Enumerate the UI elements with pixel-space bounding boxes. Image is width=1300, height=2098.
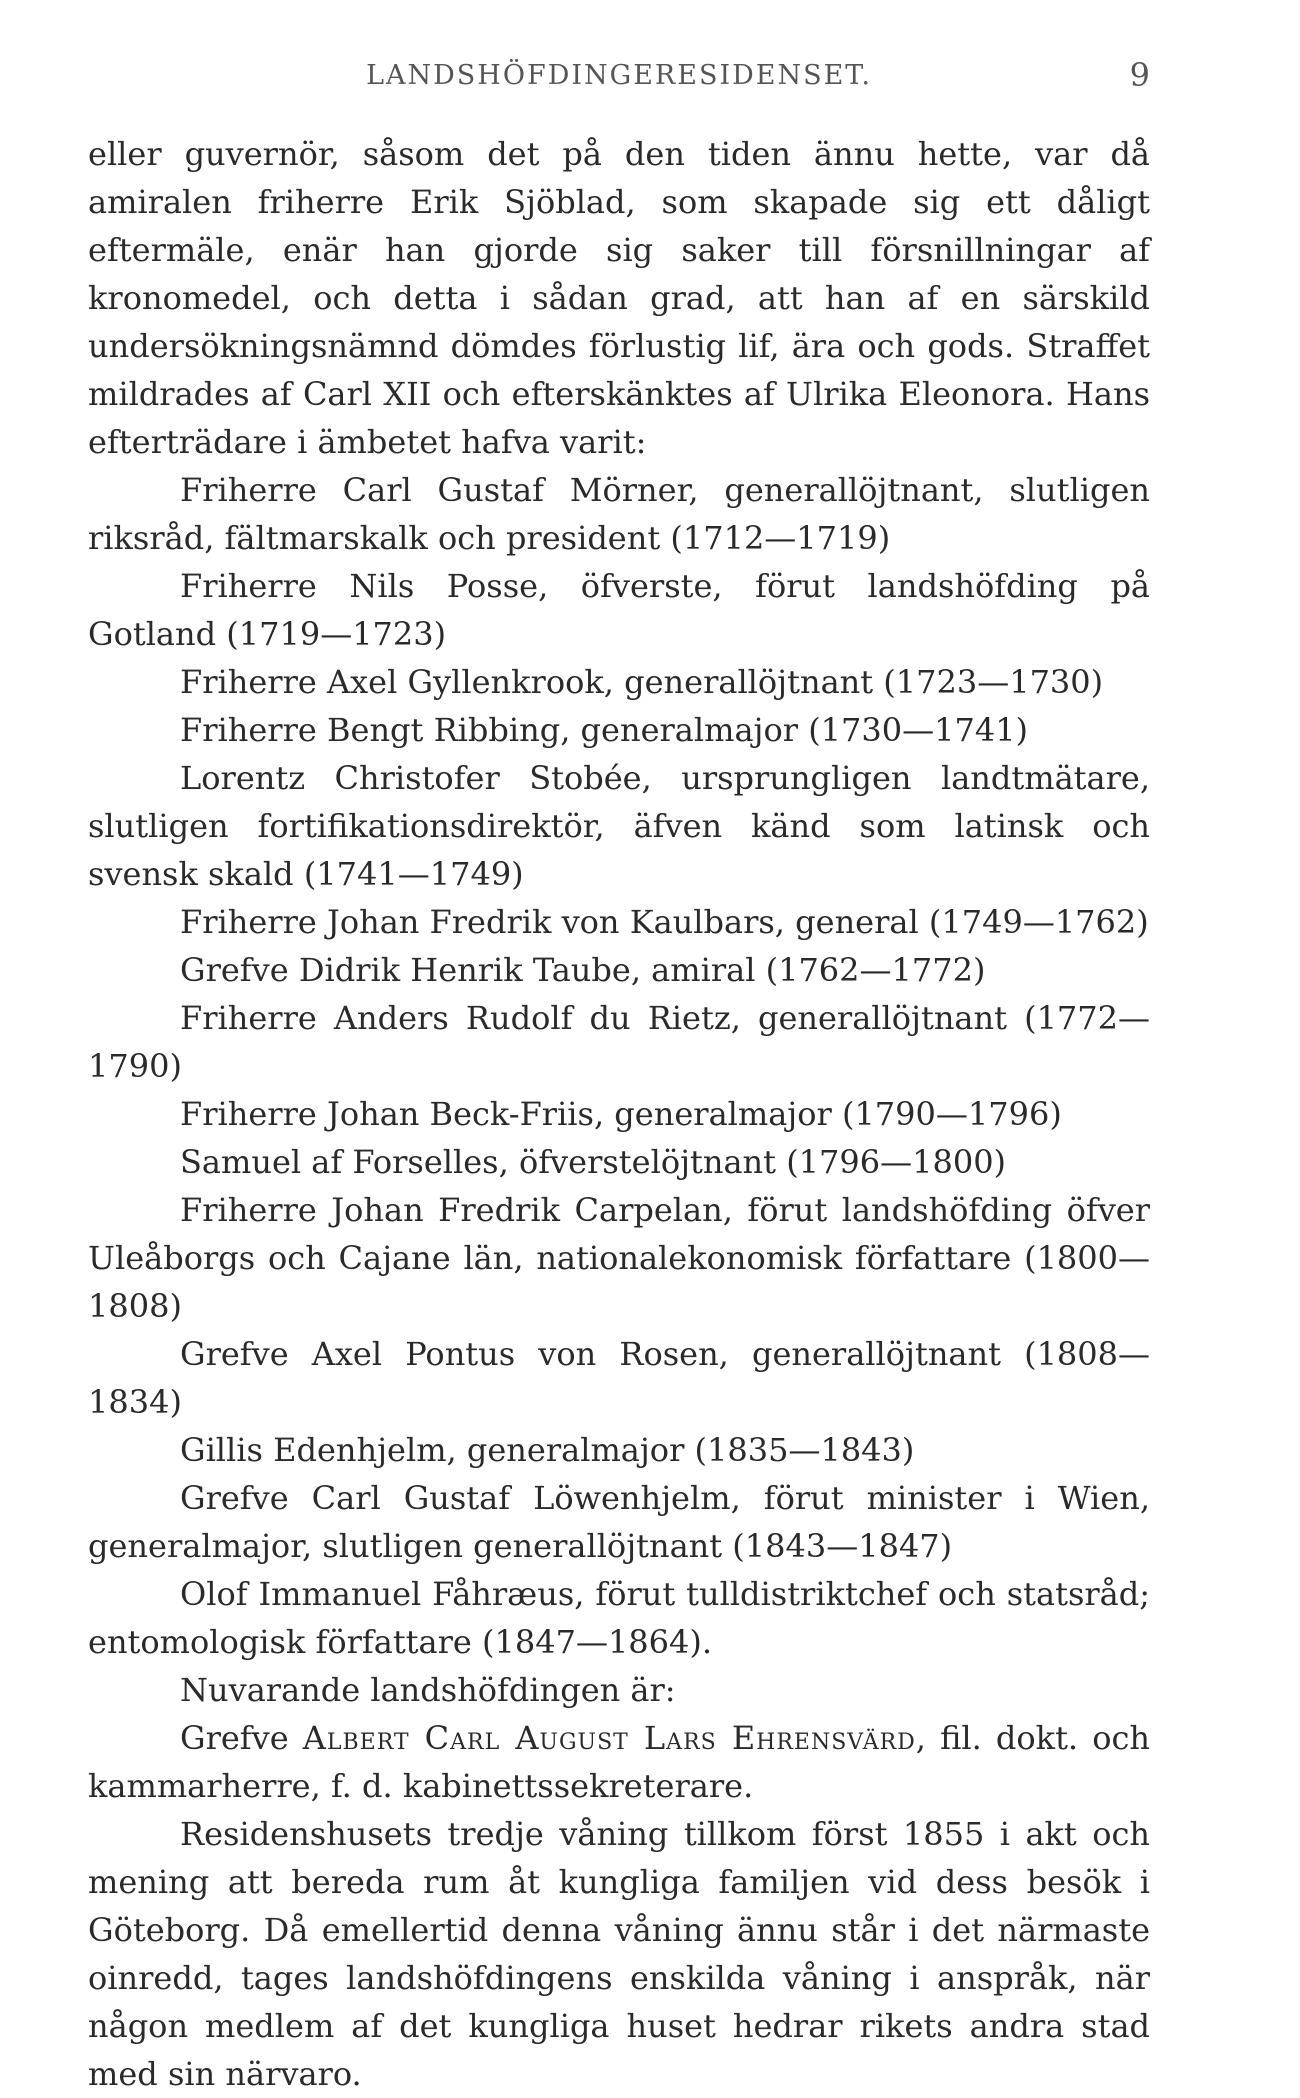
governor-entry: Friherre Johan Fredrik von Kaulbars, general (1749—1762) <box>180 903 1149 941</box>
governor-entry: Lorentz Christofer Stobée, ursprungligen landtmätare, slutligen fortifikationsdirektör, äfven känd som latinsk och svensk skald (1741—1749) <box>88 759 1150 893</box>
governor-entry: Gillis Edenhjelm, generalmajor (1835—1843) <box>180 1431 915 1469</box>
governor-entry: Friherre Johan Beck-Friis, generalmajor (1790—1796) <box>180 1095 1062 1133</box>
governor-entry: Olof Immanuel Fåhræus, förut tulldistriktchef och statsråd; entomologisk författare (1847—1864). <box>88 1575 1150 1661</box>
governor-list <box>88 466 1150 1666</box>
governor-entry: Grefve Didrik Henrik Taube, amiral (1762—1772) <box>180 951 986 989</box>
governor-entry: Samuel af Forselles, öfverstelöjtnant (1796—1800) <box>180 1143 1007 1181</box>
running-title: LANDSHÖFDINGERESIDENSET. <box>366 60 872 91</box>
page <box>88 56 1150 2098</box>
governor-entry: Friherre Nils Posse, öfverste, förut landshöfding på Gotland (1719—1723) <box>88 567 1150 653</box>
current-title: Grefve <box>180 1719 289 1757</box>
governor-entry: Friherre Axel Gyllenkrook, generallöjtnant (1723—1730) <box>180 663 1104 701</box>
page-number: 9 <box>1129 56 1150 94</box>
intro-paragraph: eller guvernör, såsom det på den tiden ännu hette, var då amiralen friherre Erik Sjöblad, som skapade sig ett dåligt eftermäle, enär han gjorde sig saker till försnillningar af kronomedel, och detta i sådan grad, att han af en särskild undersökningsnämnd dömdes förlustig lif, ära och gods. Straffet mildrades af Carl XII och efterskänktes af Ulrika Eleonora. Hans efterträdare i ämbetet hafva varit: <box>88 135 1150 461</box>
current-governor <box>88 1714 1150 1810</box>
governor-entry: Friherre Bengt Ribbing, generalmajor (1730—1741) <box>180 711 1029 749</box>
running-head <box>88 56 1150 100</box>
governor-entry: Grefve Axel Pontus von Rosen, generallöjtnant (1808—1834) <box>88 1335 1150 1421</box>
current-intro: Nuvarande landshöfdingen är: <box>180 1671 676 1709</box>
governor-entry: Grefve Carl Gustaf Löwenhjelm, förut minister i Wien, generalmajor, slutligen generallöjtnant (1843—1847) <box>88 1479 1150 1565</box>
current-details: , fil. dokt. och kammarherre, f. d. kabinettssekreterare. <box>88 1719 1151 1805</box>
governor-entry: Friherre Johan Fredrik Carpelan, förut landshöfding öfver Uleåborgs och Cajane län, nationalekonomisk författare (1800—1808) <box>88 1191 1150 1325</box>
governor-entry: Friherre Carl Gustaf Mörner, generallöjtnant, slutligen riksråd, fältmarskalk och president (1712—1719) <box>88 471 1150 557</box>
governor-entry: Friherre Anders Rudolf du Rietz, generallöjtnant (1772—1790) <box>88 999 1150 1085</box>
current-name: Albert Carl August Lars Ehrensvärd <box>302 1719 916 1757</box>
closing-paragraph: Residenshusets tredje våning tillkom först 1855 i akt och mening att bereda rum åt kungliga familjen vid dess besök i Göteborg. Då emellertid denna våning ännu står i det närmaste oinredd, tages landshöfdingens enskilda våning i anspråk, när någon medlem af det kungliga huset hedrar rikets andra stad med sin närvaro. <box>88 1815 1150 2093</box>
